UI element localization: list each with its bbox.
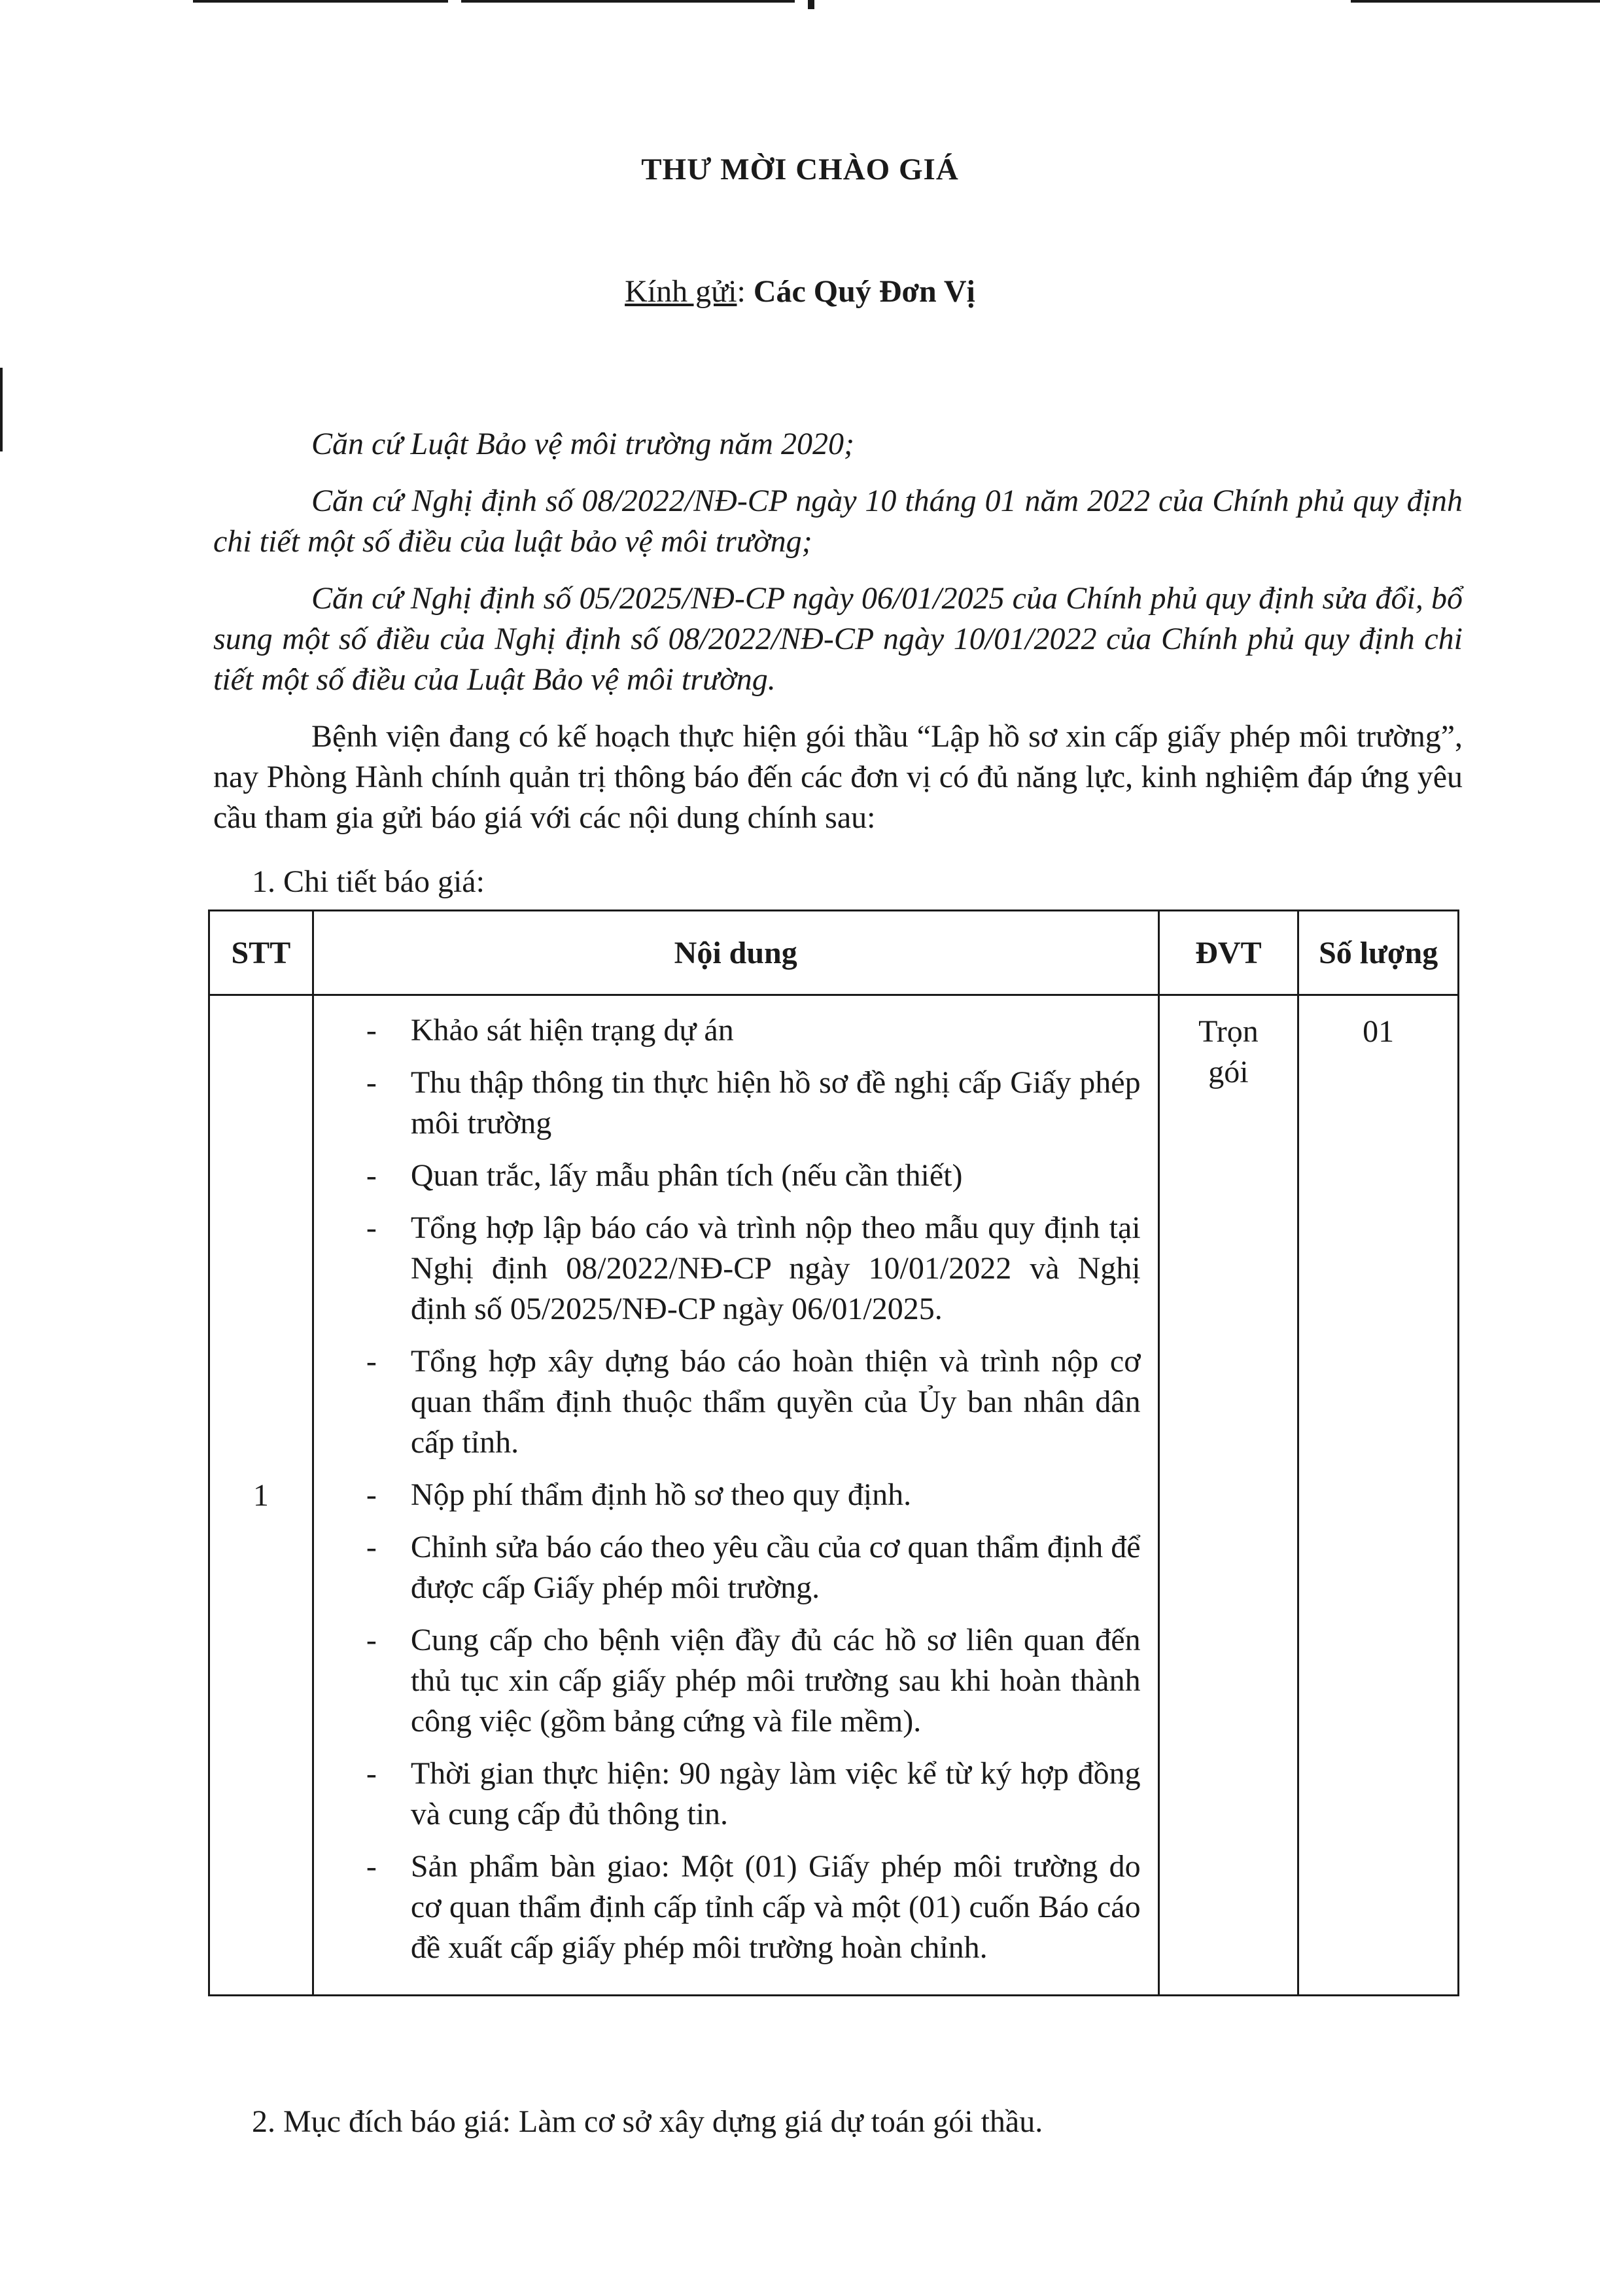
- header-content: Nội dung: [313, 911, 1158, 995]
- list-item: [366, 1208, 1141, 1330]
- scan-artifact-top-4: [1351, 0, 1600, 3]
- header-stt: STT: [209, 911, 313, 995]
- list-item-text: Tổng hợp xây dựng báo cáo hoàn thiện và trình nộp cơ quan thẩm định thuộc thẩm quyền của Ủy ban nhân dân cấp tỉnh.: [410, 1344, 1141, 1460]
- list-item-text: Sản phẩm bàn giao: Một (01) Giấy phép môi trường do cơ quan thẩm định cấp tỉnh cấp và một (01) cuốn Báo cáo đề xuất cấp giấy phép môi trường hoàn chỉnh.: [410, 1849, 1141, 1965]
- header-unit: ĐVT: [1158, 911, 1298, 995]
- salutation-separator: :: [737, 274, 754, 309]
- quote-table: [208, 910, 1459, 1996]
- scan-artifact-left-margin: [0, 368, 3, 451]
- cell-qty: 01: [1298, 995, 1459, 1996]
- legal-basis-3: Căn cứ Nghị định số 05/2025/NĐ-CP ngày 06/01/2025 của Chính phủ quy định sửa đổi, bổ sung một số điều của Nghị định số 08/2022/NĐ-CP ngày 10/01/2022 của Chính phủ quy định chi tiết một số điều của Luật Bảo vệ môi trường.: [213, 581, 1463, 697]
- cell-unit: [1158, 995, 1298, 1996]
- list-item: [366, 1527, 1141, 1608]
- list-item-text: Cung cấp cho bệnh viện đầy đủ các hồ sơ liên quan đến thủ tục xin cấp giấy phép môi trường sau khi hoàn thành công việc (gồm bảng cứng và file mềm).: [410, 1623, 1141, 1739]
- salutation-label: Kính gửi: [625, 274, 737, 309]
- list-item: [366, 1754, 1141, 1835]
- list-item: [366, 1010, 1141, 1051]
- list-item: [366, 1063, 1141, 1144]
- list-item: [366, 1620, 1141, 1742]
- legal-basis-1: Căn cứ Luật Bảo vệ môi trường năm 2020;: [311, 427, 854, 461]
- list-item: [366, 1846, 1141, 1968]
- legal-basis-2: Căn cứ Nghị định số 08/2022/NĐ-CP ngày 10 tháng 01 năm 2022 của Chính phủ quy định chi tiết một số điều của luật bảo vệ môi trường;: [213, 484, 1463, 559]
- section-2-purpose: 2. Mục đích báo giá: Làm cơ sở xây dựng giá dự toán gói thầu.: [252, 2104, 1043, 2139]
- scan-artifact-top-1: [193, 0, 448, 3]
- list-dash: -: [366, 1158, 377, 1193]
- table-header-row: [209, 911, 1459, 995]
- list-dash: -: [366, 1013, 377, 1048]
- list-item-text: Tổng hợp lập báo cáo và trình nộp theo mẫu quy định tại Nghị định 08/2022/NĐ-CP ngày 10/01/2022 và Nghị định số 05/2025/NĐ-CP ngày 06/01/2025.: [410, 1210, 1141, 1326]
- list-dash: -: [366, 1530, 377, 1564]
- intro-paragraph: Bệnh viện đang có kế hoạch thực hiện gói thầu “Lập hồ sơ xin cấp giấy phép môi trường”, nay Phòng Hành chính quản trị thông báo đến các đơn vị có đủ năng lực, kinh nghiệm đáp ứng yêu cầu tham gia gửi báo giá với các nội dung chính sau:: [213, 719, 1463, 835]
- scan-artifact-top-2: [461, 0, 795, 3]
- list-dash: -: [366, 1344, 377, 1379]
- salutation: [0, 274, 1600, 309]
- list-item: [366, 1341, 1141, 1463]
- list-dash: -: [366, 1210, 377, 1245]
- unit-line-1: Trọn: [1198, 1014, 1259, 1049]
- task-list: [366, 1010, 1141, 1968]
- cell-stt: 1: [209, 995, 313, 1996]
- list-dash: -: [366, 1756, 377, 1791]
- list-item-text: Quan trắc, lấy mẫu phân tích (nếu cần thiết): [410, 1158, 963, 1193]
- list-item: [366, 1156, 1141, 1196]
- table-row: [209, 995, 1459, 1996]
- list-item-text: Thời gian thực hiện: 90 ngày làm việc kể từ ký hợp đồng và cung cấp đủ thông tin.: [410, 1756, 1141, 1831]
- list-item-text: Thu thập thông tin thực hiện hồ sơ đề nghị cấp Giấy phép môi trường: [410, 1065, 1141, 1140]
- unit-line-2: gói: [1208, 1055, 1249, 1089]
- list-item-text: Khảo sát hiện trạng dự án: [410, 1013, 734, 1048]
- list-dash: -: [366, 1065, 377, 1100]
- list-item-text: Chỉnh sửa báo cáo theo yêu cầu của cơ quan thẩm định để được cấp Giấy phép môi trường.: [410, 1530, 1141, 1605]
- letter-body: [213, 424, 1463, 855]
- section-1-heading: 1. Chi tiết báo giá:: [252, 864, 485, 899]
- list-dash: -: [366, 1849, 377, 1884]
- list-item: [366, 1475, 1141, 1515]
- list-item-text: Nộp phí thẩm định hồ sơ theo quy định.: [410, 1477, 912, 1512]
- cell-content: [313, 995, 1158, 1996]
- document-title: THƯ MỜI CHÀO GIÁ: [641, 152, 959, 186]
- scan-artifact-top-3: [808, 0, 814, 9]
- list-dash: -: [366, 1477, 377, 1512]
- salutation-recipient: Các Quý Đơn Vị: [753, 274, 975, 309]
- list-dash: -: [366, 1623, 377, 1657]
- header-qty: Số lượng: [1298, 911, 1459, 995]
